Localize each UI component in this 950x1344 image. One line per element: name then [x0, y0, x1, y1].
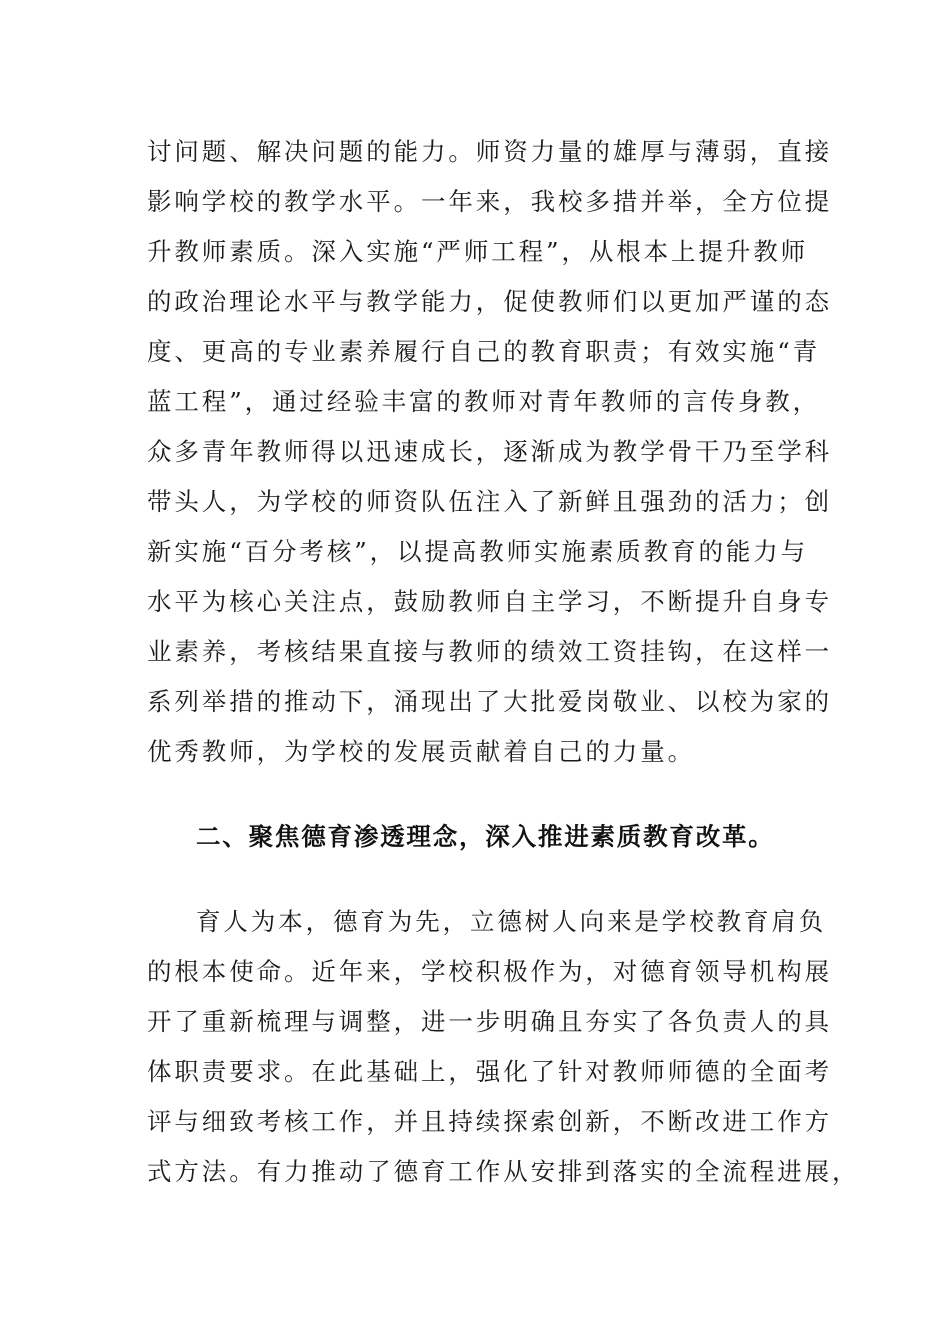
paragraph-line: 系列举措的推动下，涌现出了大批爱岗敬业、以校为家的	[147, 687, 832, 716]
paragraph-line: 升教师素质。深入实施“严师工程”，从根本上提升教师	[147, 237, 809, 266]
paragraph-line: 体职责要求。在此基础上，强化了针对教师师德的全面考	[147, 1057, 832, 1086]
section-heading: 二、聚焦德育渗透理念，深入推进素质教育改革。	[196, 822, 775, 851]
paragraph-line: 度、更高的专业素养履行自己的教育职责；有效实施“青	[147, 337, 821, 366]
paragraph-line: 影响学校的教学水平。一年来，我校多措并举，全方位提	[147, 187, 832, 216]
paragraph-line: 优秀教师，为学校的发展贡献着自己的力量。	[147, 737, 695, 766]
paragraph-line: 新实施“百分考核”，以提高教师实施素质教育的能力与	[147, 537, 809, 566]
paragraph-line: 蓝工程”，通过经验丰富的教师对青年教师的言传身教，	[147, 387, 821, 416]
paragraph-line: 讨问题、解决问题的能力。师资力量的雄厚与薄弱，直接	[147, 137, 832, 166]
paragraph-line: 水平为核心关注点，鼓励教师自主学习，不断提升自身专	[147, 587, 832, 616]
paragraph-line: 的根本使命。近年来，学校积极作为，对德育领导机构展	[147, 957, 832, 986]
paragraph-line: 开了重新梳理与调整，进一步明确且夯实了各负责人的具	[147, 1007, 832, 1036]
paragraph-line: 评与细致考核工作，并且持续探索创新，不断改进工作方	[147, 1107, 832, 1136]
paragraph-line: 业素养，考核结果直接与教师的绩效工资挂钩，在这样一	[147, 637, 832, 666]
paragraph-line: 式方法。有力推动了德育工作从安排到落实的全流程进展，	[147, 1157, 860, 1186]
paragraph-line: 带头人，为学校的师资队伍注入了新鲜且强劲的活力；创	[147, 487, 832, 516]
paragraph-line: 育人为本，德育为先，立德树人向来是学校教育肩负	[196, 907, 827, 936]
paragraph-line: 的政治理论水平与教学能力，促使教师们以更加严谨的态	[147, 287, 832, 316]
paragraph-line: 众多青年教师得以迅速成长，逐渐成为教学骨干乃至学科	[147, 437, 832, 466]
